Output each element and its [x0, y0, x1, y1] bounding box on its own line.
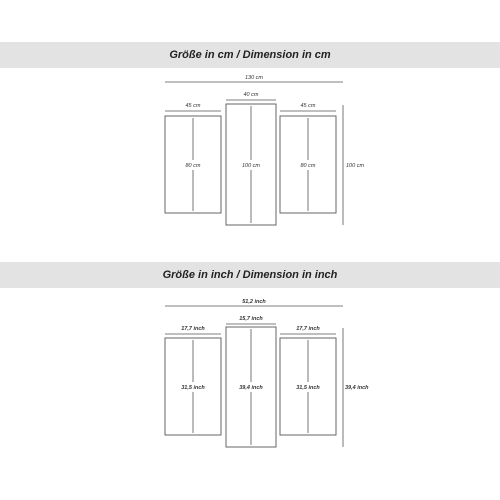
inch-dimension-diagram — [0, 290, 500, 470]
cm-total-width-label: 130 cm — [244, 75, 264, 81]
cm-heading-text: Größe in cm / Dimension in cm — [169, 49, 331, 61]
cm-left-height-label: 80 cm — [185, 163, 201, 169]
cm-right-height-label: 80 cm — [300, 163, 316, 169]
cm-middle-width-label: 40 cm — [243, 92, 259, 98]
inch-right-width-label: 17,7 inch — [296, 326, 320, 332]
cm-total-height-label: 100 cm — [346, 163, 365, 169]
inch-left-width-label: 17,7 inch — [181, 326, 205, 332]
inch-left-height-label: 31,5 inch — [181, 385, 205, 391]
cm-section-heading — [0, 42, 500, 68]
inch-total-width-label: 51,2 inch — [242, 299, 266, 305]
inch-section-heading — [0, 262, 500, 288]
inch-middle-height-label: 39,4 inch — [239, 385, 263, 391]
inch-right-height-label: 31,5 inch — [296, 385, 320, 391]
cm-left-width-label: 45 cm — [185, 103, 201, 109]
cm-dimension-diagram — [0, 70, 500, 240]
inch-middle-width-label: 15,7 inch — [239, 316, 263, 322]
cm-right-width-label: 45 cm — [300, 103, 316, 109]
inch-total-height-label: 39,4 inch — [345, 385, 369, 391]
inch-heading-text: Größe in inch / Dimension in inch — [162, 269, 338, 281]
cm-middle-height-label: 100 cm — [241, 163, 261, 169]
